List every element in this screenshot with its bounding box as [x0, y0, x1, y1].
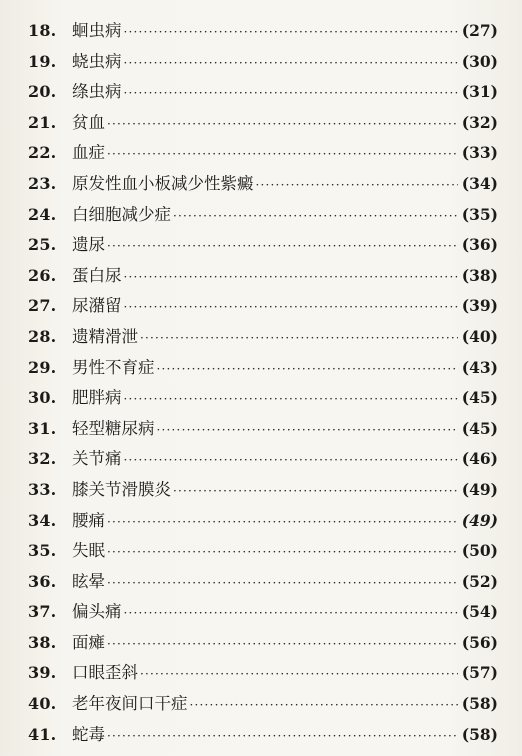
- dot-leader: [190, 690, 458, 721]
- entry-page-number: (32): [461, 112, 498, 132]
- entry-number: 26.: [28, 265, 57, 285]
- entry-title: 轻型糖尿病: [72, 418, 155, 438]
- entry-number: 20.: [28, 82, 57, 102]
- entry-number: 32.: [28, 449, 57, 469]
- entry-page-number: (58): [461, 724, 498, 744]
- entry-page-number: (34): [461, 173, 498, 193]
- entry-page-number: (38): [461, 265, 498, 285]
- dot-leader: [124, 17, 458, 48]
- entry-number: 30.: [28, 388, 57, 408]
- entry-title: 偏头痛: [72, 602, 122, 622]
- entry-title: 蛲虫病: [72, 51, 122, 71]
- toc-entry[interactable]: [28, 597, 498, 628]
- entry-page-number: (35): [461, 204, 498, 224]
- entry-title: 绦虫病: [72, 82, 122, 102]
- entry-number: 31.: [28, 418, 57, 438]
- toc-entry[interactable]: [28, 475, 498, 506]
- toc-entry[interactable]: [28, 322, 498, 353]
- dot-leader: [124, 445, 458, 476]
- entry-number: 36.: [28, 571, 57, 591]
- entry-number: 39.: [28, 663, 57, 683]
- entry-number: 21.: [28, 112, 57, 132]
- entry-title: 遗精滑泄: [72, 326, 138, 346]
- toc-entry[interactable]: [28, 689, 498, 720]
- toc-entry[interactable]: [28, 658, 498, 689]
- dot-leader: [107, 507, 458, 538]
- dot-leader: [124, 262, 458, 293]
- dot-leader: [124, 384, 458, 415]
- toc-entry[interactable]: [28, 567, 498, 598]
- toc-entry[interactable]: [28, 720, 498, 751]
- dot-leader: [173, 476, 458, 507]
- entry-page-number: (30): [461, 51, 498, 71]
- entry-title: 眩晕: [72, 571, 105, 591]
- toc-entry[interactable]: [28, 169, 498, 200]
- entry-title: 老年夜间口干症: [72, 694, 188, 714]
- toc-entry[interactable]: [28, 47, 498, 78]
- dot-leader: [256, 170, 458, 201]
- dot-leader: [124, 48, 458, 79]
- toc-entry[interactable]: [28, 444, 498, 475]
- entry-title: 白细胞减少症: [72, 204, 171, 224]
- dot-leader: [107, 109, 458, 140]
- dot-leader: [124, 292, 458, 323]
- entry-page-number: (27): [461, 21, 498, 40]
- entry-title: 蛋白尿: [72, 265, 122, 285]
- entry-number: 29.: [28, 357, 57, 377]
- entry-page-number: (33): [461, 143, 498, 163]
- toc-entry[interactable]: [28, 16, 498, 47]
- dot-leader: [107, 568, 458, 599]
- entry-number: 27.: [28, 296, 57, 316]
- dot-leader: [107, 629, 458, 660]
- entry-title: 肥胖病: [72, 388, 122, 408]
- entry-page-number: (49): [461, 479, 498, 499]
- entry-page-number: (40): [461, 326, 498, 346]
- toc-entry[interactable]: [28, 108, 498, 139]
- toc-entry[interactable]: [28, 628, 498, 659]
- entry-title: 面瘫: [72, 632, 105, 652]
- dot-leader: [157, 415, 458, 446]
- entry-title: 关节痛: [72, 449, 122, 469]
- entry-title: 蛇毒: [72, 724, 105, 744]
- entry-page-number: (45): [461, 388, 498, 408]
- entry-title: 尿潴留: [72, 296, 122, 316]
- entry-number: 41.: [28, 724, 57, 744]
- toc-entry[interactable]: [28, 138, 498, 169]
- dot-leader: [107, 139, 458, 170]
- toc-entry[interactable]: [28, 230, 498, 261]
- entry-number: 34.: [28, 510, 57, 530]
- toc-entry[interactable]: [28, 200, 498, 231]
- toc-entry[interactable]: [28, 261, 498, 292]
- entry-page-number: (36): [461, 235, 498, 255]
- entry-number: 25.: [28, 235, 57, 255]
- entry-page-number: (31): [461, 82, 498, 102]
- entry-page-number: (45): [461, 418, 498, 438]
- entry-page-number: (54): [461, 602, 498, 622]
- entry-page-number: (52): [461, 571, 498, 591]
- entry-number: 18.: [28, 21, 57, 40]
- entry-page-number: (57): [461, 663, 498, 683]
- entry-number: 33.: [28, 479, 57, 499]
- entry-title: 腰痛: [72, 510, 105, 530]
- entry-title: 男性不育症: [72, 357, 155, 377]
- entry-page-number: (56): [461, 632, 498, 652]
- entry-number: 24.: [28, 204, 57, 224]
- entry-page-number: (58): [461, 694, 498, 714]
- toc-entry[interactable]: [28, 353, 498, 384]
- entry-title: 贫血: [72, 112, 105, 132]
- dot-leader: [124, 78, 458, 109]
- entry-page-number: (46): [461, 449, 498, 469]
- entry-number: 37.: [28, 602, 57, 622]
- entry-number: 28.: [28, 326, 57, 346]
- dot-leader: [124, 598, 458, 629]
- entry-page-number: (43): [461, 357, 498, 377]
- dot-leader: [140, 659, 458, 690]
- entry-title: 遗尿: [72, 235, 105, 255]
- entry-title: 失眠: [72, 541, 105, 561]
- entry-title: 膝关节滑膜炎: [72, 479, 171, 499]
- entry-title: 原发性血小板减少性紫癜: [72, 173, 254, 193]
- entry-title: 蛔虫病: [72, 21, 122, 40]
- entry-page-number: (49): [461, 510, 498, 530]
- dot-leader: [107, 537, 458, 568]
- entry-title: 血症: [72, 143, 105, 163]
- entry-title: 口眼歪斜: [72, 663, 138, 683]
- entry-number: 22.: [28, 143, 57, 163]
- toc-entry[interactable]: [28, 414, 498, 445]
- entry-number: 40.: [28, 694, 57, 714]
- entry-page-number: (39): [461, 296, 498, 316]
- entry-number: 23.: [28, 173, 57, 193]
- entry-page-number: (50): [461, 541, 498, 561]
- dot-leader: [173, 201, 458, 232]
- entry-number: 35.: [28, 541, 57, 561]
- dot-leader: [107, 721, 458, 752]
- dot-leader: [140, 323, 458, 354]
- toc-entry[interactable]: [28, 291, 498, 322]
- entry-number: 38.: [28, 632, 57, 652]
- entry-number: 19.: [28, 51, 57, 71]
- toc-entry[interactable]: [28, 77, 498, 108]
- toc-entry[interactable]: [28, 383, 498, 414]
- dot-leader: [107, 231, 458, 262]
- dot-leader: [157, 354, 458, 385]
- table-of-contents: [28, 16, 498, 750]
- toc-entry[interactable]: [28, 506, 498, 537]
- toc-entry[interactable]: [28, 536, 498, 567]
